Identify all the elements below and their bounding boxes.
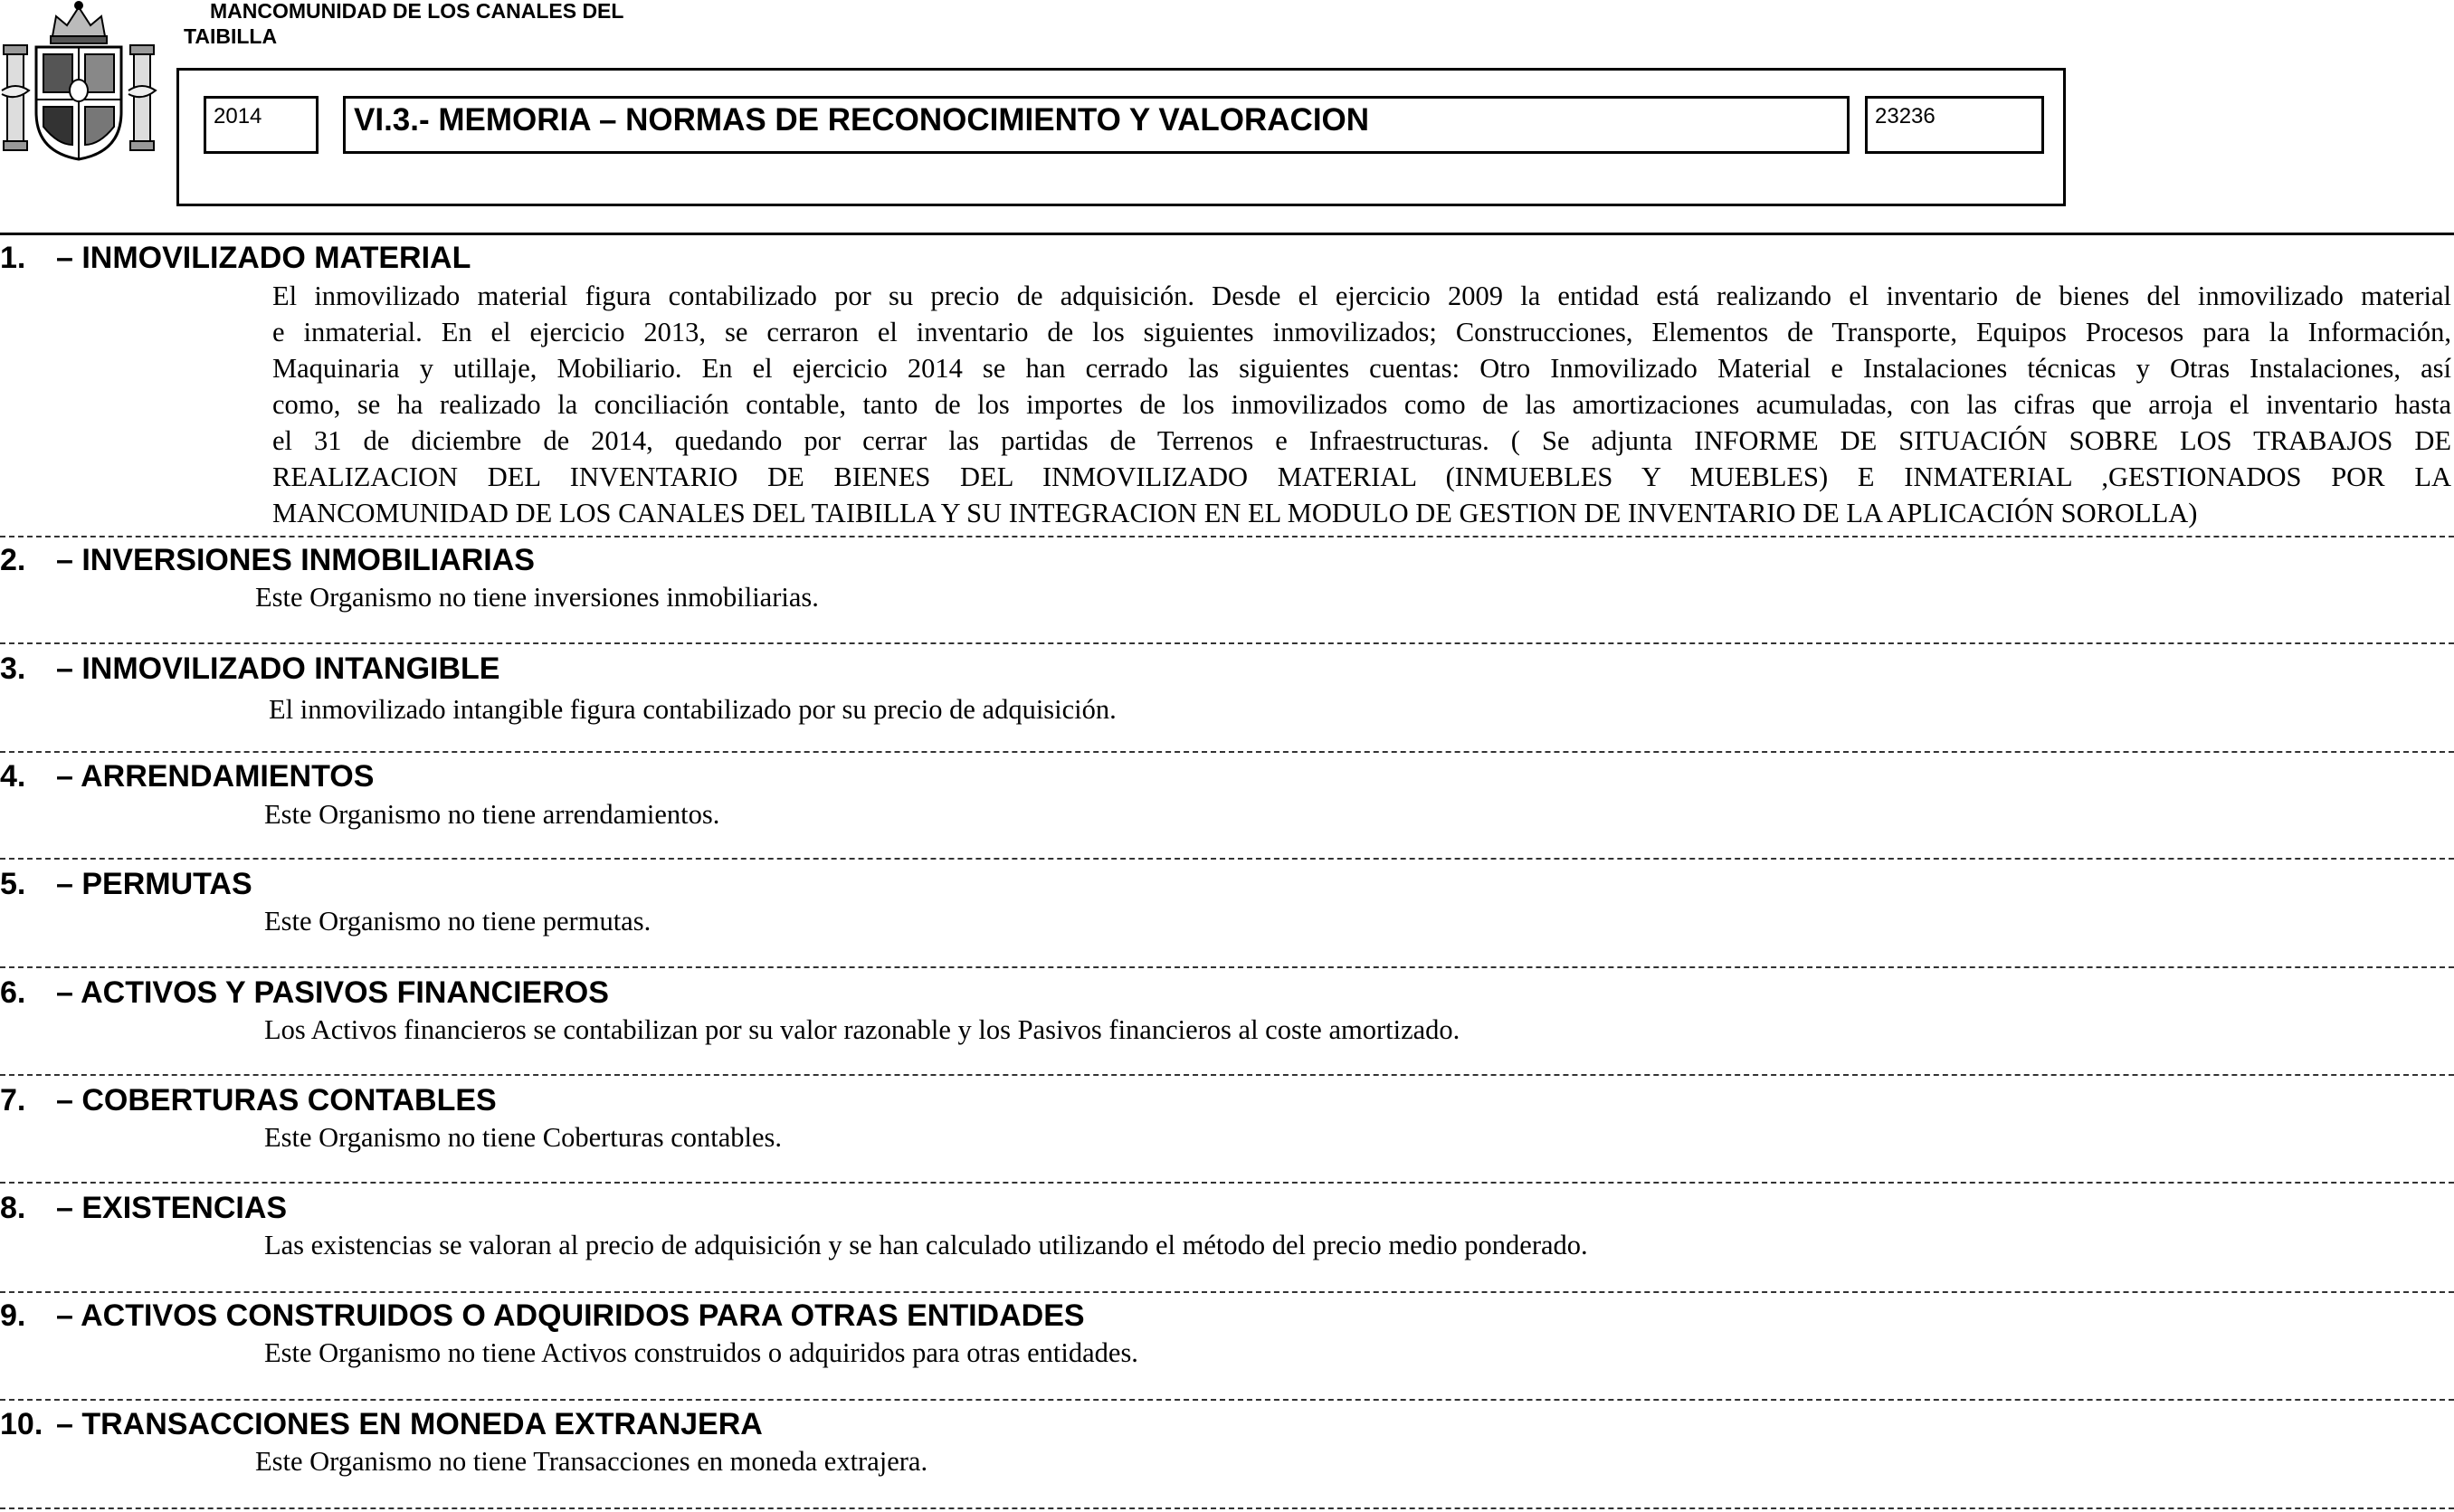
year-box: 2014	[204, 96, 319, 154]
section-heading-8	[0, 1190, 287, 1226]
section-divider	[0, 1399, 2454, 1401]
paragraph-line: e inmaterial. En el ejercicio 2013, se cerraron el inventario de los siguientes inmovilizados; Construcciones, Elementos de Transporte, Equipos Procesos para la Información,	[272, 317, 2451, 347]
section-heading-7	[0, 1082, 497, 1118]
section-number: 10.	[0, 1407, 43, 1441]
section-3-body: El inmovilizado intangible figura contabilizado por su precio de adquisición.	[269, 694, 1117, 725]
section-divider	[0, 536, 2454, 537]
section-divider	[0, 1074, 2454, 1076]
section-title: – INMOVILIZADO MATERIAL	[56, 241, 471, 275]
paragraph-line: el 31 de diciembre de 2014, quedando por cerrar las partidas de Terrenos e Infraestructuras. ( Se adjunta INFORME DE SITUACIÓN SOBRE LOS TRABAJOS DE	[272, 425, 2451, 456]
organization-name-line-2: TAIBILLA	[184, 24, 278, 48]
section-7-body: Este Organismo no tiene Coberturas contables.	[264, 1122, 783, 1153]
paragraph-line: como, se ha realizado la conciliación contable, tanto de los importes de los inmovilizados como de las amortizaciones acumuladas, con las cifras que arroja el inventario hasta	[272, 389, 2451, 420]
section-heading-3	[0, 651, 499, 687]
section-title: – ACTIVOS Y PASIVOS FINANCIEROS	[56, 975, 609, 1010]
paragraph-line: MANCOMUNIDAD DE LOS CANALES DEL TAIBILLA Y SU INTEGRACION EN EL MODULO DE GESTION DE INVENTARIO DE LA APLICACIÓN SOROLLA)	[272, 498, 2198, 528]
section-divider	[0, 966, 2454, 968]
section-10-body: Este Organismo no tiene Transacciones en moneda extrajera.	[255, 1446, 928, 1477]
document-title: VI.3.- MEMORIA – NORMAS DE RECONOCIMIENTO Y VALORACION	[343, 96, 1850, 154]
section-title: – INMOVILIZADO INTANGIBLE	[56, 651, 500, 686]
section-4-body: Este Organismo no tiene arrendamientos.	[264, 799, 720, 830]
section-title: – EXISTENCIAS	[56, 1191, 288, 1225]
section-number: 8.	[0, 1191, 26, 1225]
section-number: 7.	[0, 1083, 26, 1117]
section-divider	[0, 1182, 2454, 1184]
section-divider	[0, 1291, 2454, 1293]
section-title: – ARRENDAMIENTOS	[56, 759, 375, 794]
section-heading-6	[0, 975, 609, 1011]
section-8-body: Las existencias se valoran al precio de adquisición y se han calculado utilizando el método del precio medio ponderado.	[264, 1230, 1588, 1260]
section-9-body: Este Organismo no tiene Activos construidos o adquiridos para otras entidades.	[264, 1337, 1138, 1368]
paragraph-line: El inmovilizado material figura contabilizado por su precio de adquisición. Desde el ejercicio 2009 la entidad está realizando el inventario de bienes del inmovilizado material	[272, 281, 2451, 311]
section-divider	[0, 1507, 2454, 1509]
header-divider	[0, 233, 2454, 235]
section-heading-2	[0, 542, 535, 578]
entity-code-box: 23236	[1865, 96, 2044, 154]
section-title: – TRANSACCIONES EN MONEDA EXTRANJERA	[56, 1407, 763, 1441]
section-number: 9.	[0, 1298, 26, 1333]
section-heading-1	[0, 240, 471, 276]
section-title: – COBERTURAS CONTABLES	[56, 1083, 497, 1117]
section-title: – ACTIVOS CONSTRUIDOS O ADQUIRIDOS PARA OTRAS ENTIDADES	[56, 1298, 1085, 1333]
spanish-coat-of-arms-icon	[0, 0, 157, 163]
section-heading-10	[0, 1406, 763, 1442]
section-5-body: Este Organismo no tiene permutas.	[264, 906, 652, 937]
section-heading-4	[0, 758, 374, 794]
section-number: 5.	[0, 867, 26, 901]
section-divider	[0, 751, 2454, 753]
section-number: 4.	[0, 759, 26, 794]
section-divider	[0, 642, 2454, 644]
paragraph-line: Maquinaria y utillaje, Mobiliario. En el ejercicio 2014 se han cerrado las siguientes cuentas: Otro Inmovilizado Material e Instalaciones técnicas y Otras Instalaciones, así	[272, 353, 2451, 384]
paragraph-line: REALIZACION DEL INVENTARIO DE BIENES DEL INMOVILIZADO MATERIAL (INMUEBLES Y MUEBLES) E INMATERIAL ,GESTIONADOS POR LA	[272, 461, 2451, 492]
section-number: 3.	[0, 651, 26, 686]
section-title: – PERMUTAS	[56, 867, 252, 901]
section-heading-5	[0, 866, 252, 902]
section-title: – INVERSIONES INMOBILIARIAS	[56, 543, 535, 577]
section-heading-9	[0, 1298, 1085, 1334]
section-number: 2.	[0, 543, 26, 577]
section-1-body	[272, 278, 2451, 531]
section-2-body: Este Organismo no tiene inversiones inmobiliarias.	[255, 582, 819, 613]
section-number: 6.	[0, 975, 26, 1010]
section-divider	[0, 858, 2454, 860]
section-6-body: Los Activos financieros se contabilizan por su valor razonable y los Pasivos financieros al coste amortizado.	[264, 1014, 1460, 1045]
organization-name-line-1: MANCOMUNIDAD DE LOS CANALES DEL	[210, 0, 624, 23]
section-number: 1.	[0, 241, 26, 275]
